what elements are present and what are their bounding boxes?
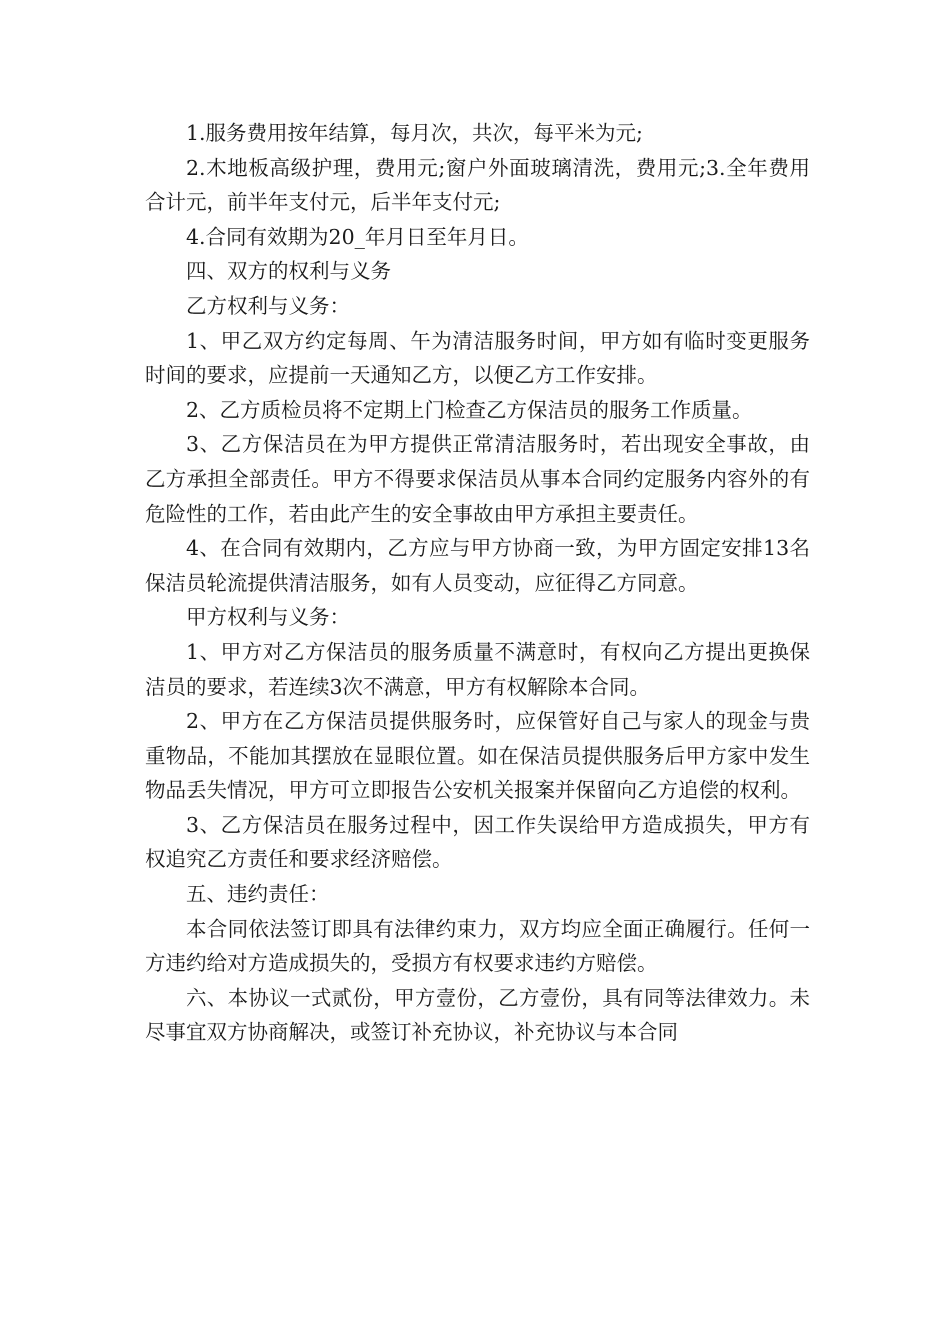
section-heading-rights-obligations: 四、双方的权利与义务 [186, 259, 391, 284]
section-heading-breach: 五、违约责任： [186, 882, 330, 907]
paragraph-copies-clause: 六、本协议一式贰份，甲方壹份，乙方壹份，具有同等法律效力。未尽事宜双方协商解决，或签订补充协议，补充协议与本合同 [145, 985, 810, 1045]
paragraph-fee-settlement: 1.服务费用按年结算，每月次，共次，每平米为元; [186, 121, 643, 145]
subheading-party-a: 甲方权利与义务： [186, 605, 350, 630]
paragraph-floor-care-fees: 2.木地板高级护理，费用元;窗户外面玻璃清洗，费用元;3.全年费用合计元，前半年支付元，后半年支付元; [145, 155, 810, 215]
paragraph-b-item-1: 1、甲乙双方约定每周、午为清洁服务时间，甲方如有临时变更服务时间的要求，应提前一天通知乙方，以便乙方工作安排。 [145, 328, 810, 388]
document-body [145, 116, 810, 1050]
paragraph-a-item-2: 2、甲方在乙方保洁员提供服务时，应保管好自己与家人的现金与贵重物品，不能加其摆放在显眼位置。如在保洁员提供服务后甲方家中发生物品丢失情况，甲方可立即报告公安机关报案并保留向乙方追偿的权利。 [145, 709, 810, 803]
paragraph-contract-period: 4.合同有效期为20_年月日至年月日。 [186, 224, 529, 249]
paragraph-b-item-3: 3、乙方保洁员在为甲方提供正常清洁服务时，若出现安全事故，由乙方承担全部责任。甲方不得要求保洁员从事本合同约定服务内容外的有危险性的工作，若由此产生的安全事故由甲方承担主要责任。 [145, 432, 810, 526]
subheading-party-b: 乙方权利与义务： [186, 293, 350, 318]
paragraph-b-item-2: 2、乙方质检员将不定期上门检查乙方保洁员的服务工作质量。 [186, 397, 753, 422]
paragraph-b-item-4: 4、在合同有效期内，乙方应与甲方协商一致，为甲方固定安排13名保洁员轮流提供清洁服务，如有人员变动，应征得乙方同意。 [145, 536, 810, 595]
paragraph-breach-liability: 本合同依法签订即具有法律约束力，双方均应全面正确履行。任何一方违约给对方造成损失的，受损方有权要求违约方赔偿。 [145, 916, 810, 976]
paragraph-a-item-1: 1、甲方对乙方保洁员的服务质量不满意时，有权向乙方提出更换保洁员的要求，若连续3次不满意，甲方有权解除本合同。 [145, 639, 810, 699]
paragraph-a-item-3: 3、乙方保洁员在服务过程中，因工作失误给甲方造成损失，甲方有权追究乙方责任和要求经济赔偿。 [145, 812, 810, 872]
